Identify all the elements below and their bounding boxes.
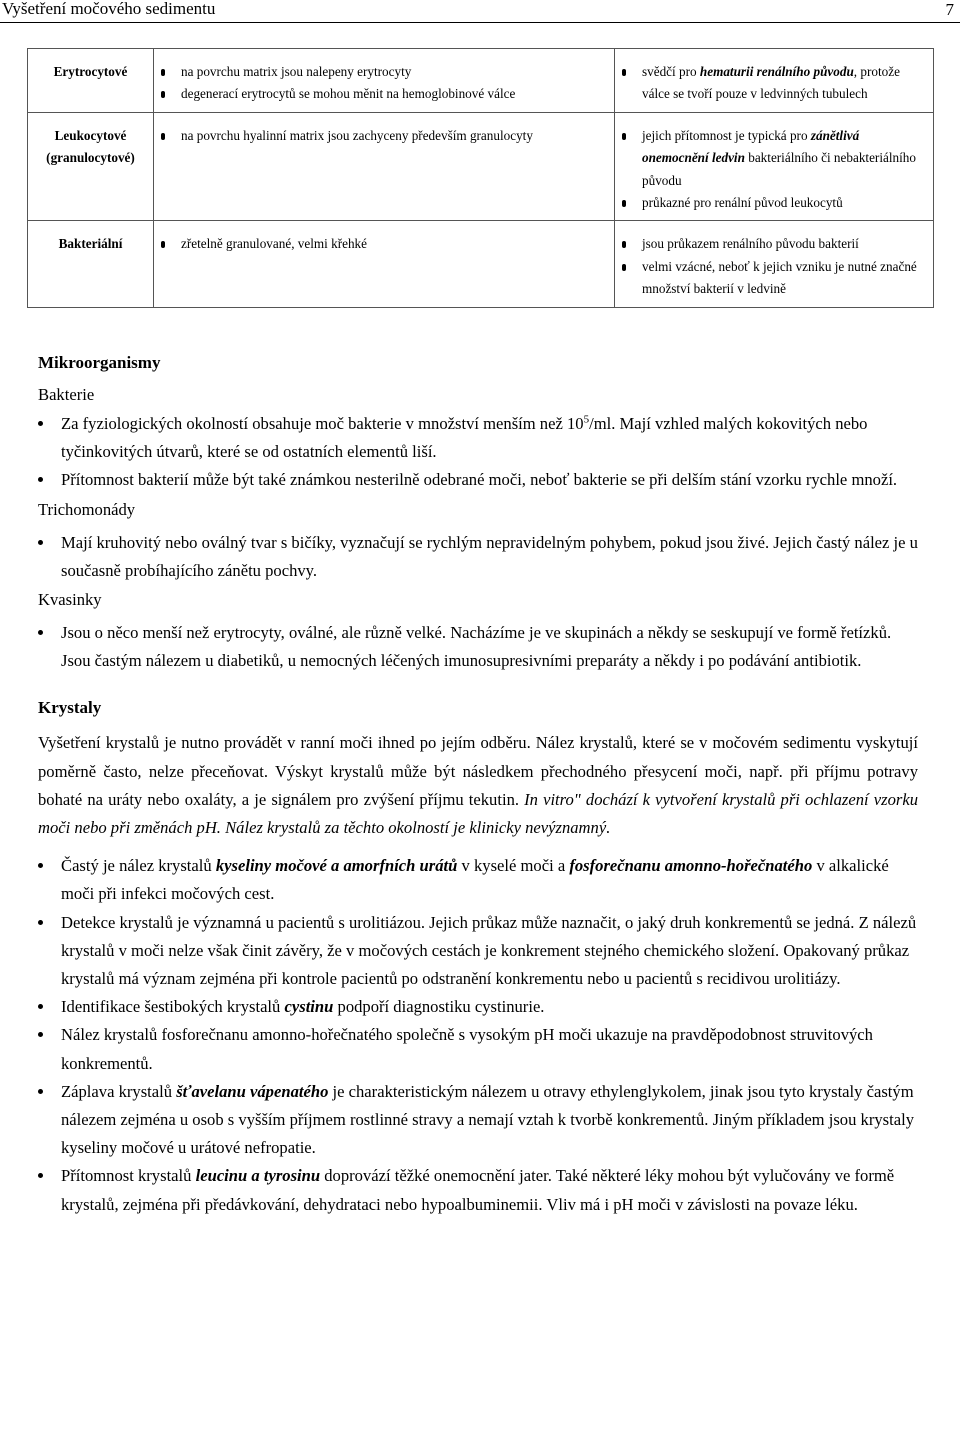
subheading-yeasts: Kvasinky (38, 590, 102, 610)
list-item: průkazné pro renální původ leukocytů (621, 192, 927, 214)
document-body (38, 346, 918, 1219)
list-item: zřetelně granulované, velmi křehké (160, 233, 608, 255)
list-item: Záplava krystalů šťavelanu vápenatého je charakteristickým nálezem u otravy ethylenglykolem, jinak jsou tyto krystaly častým nálezem zejména u osob s vyšším příjmem rostlinné stravy a nemají vztah k tvorbě konkrementů. Jiným příkladem jsou krystaly kyseliny močové u urátové nefropatie. (38, 1078, 918, 1163)
cast-description (154, 221, 615, 307)
table-row (28, 221, 934, 307)
cast-type-label: Erytrocytové (53, 64, 128, 79)
cast-type-sublabel: (granulocytové) (46, 150, 135, 166)
table-row (28, 112, 934, 221)
list-item: Častý je nález krystalů kyseliny močové a amorfních urátů v kyselé moči a fosforečnanu amonno-hořečnatého v alkalické moči při infekci močových cest. (38, 852, 918, 908)
list-item: Detekce krystalů je významná u pacientů s urolitiázou. Jejich průkaz může naznačit, o jaký druh konkrementů se jedná. Z nálezů krystalů v moči nelze však činit závěry, že v močových cestách je konkrement stejného chemického složení. Opakovaný průkaz krystalů má význam zejména při kontrole pacientů po odstranění konkrementu nebo u pacientů s recidivou urolitiázy. (38, 909, 918, 994)
section-heading-microorganisms: Mikroorganismy (38, 353, 161, 372)
cast-type (28, 112, 154, 221)
list-item: Jsou o něco menší než erytrocyty, oválné, ale různě velké. Nacházíme je ve skupinách a někdy se seskupují ve formě řetízků. Jsou častým nálezem u diabetiků, u nemocných léčených imunosupresivními preparáty a někdy i po podávání antibiotik. (38, 619, 918, 675)
table-row (28, 49, 934, 113)
cast-significance (615, 221, 934, 307)
list-item: na povrchu matrix jsou nalepeny erytrocyty (160, 61, 608, 83)
list-item: Mají kruhovitý nebo oválný tvar s bičíky, vyznačují se rychlým nepravidelným pohybem, pokud jsou živé. Jejich častý nález je u současně probíhajícího zánětu pochvy. (38, 529, 918, 585)
cast-table (27, 48, 934, 308)
cast-significance (615, 112, 934, 221)
list-item: jejich přítomnost je typická pro zánětlivá onemocnění ledvin bakteriálního či nebakteriálního původu (621, 125, 927, 192)
cast-type-label: Bakteriální (58, 236, 123, 252)
list-item: na povrchu hyalinní matrix jsou zachyceny především granulocyty (160, 125, 608, 147)
subheading-bacteria: Bakterie (38, 385, 95, 404)
page-number: 7 (945, 0, 954, 19)
list-item: Za fyziologických okolností obsahuje moč bakterie v množství menším než $10^5/ml$. Mají vzhled malých kokovitých nebo tyčinkovitých útvarů, které se od ostatních elementů liší. (38, 410, 918, 466)
cast-type-label: Leukocytové (54, 127, 127, 143)
section-heading-crystals: Krystaly (38, 698, 102, 718)
cast-significance (615, 49, 934, 113)
cast-type (28, 49, 154, 113)
cast-description (154, 112, 615, 221)
cast-type (28, 221, 154, 307)
header-title: Vyšetření močového sedimentu (2, 0, 216, 18)
list-item: degenerací erytrocytů se mohou měnit na hemoglobinové válce (160, 83, 608, 105)
list-item: Přítomnost bakterií může být také známkou nesterilně odebrané moči, neboť bakterie se při delším stání vzorku rychle množí. (38, 466, 918, 494)
list-item: velmi vzácné, neboť k jejich vzniku je nutné značné množství bakterií v ledvině (621, 256, 927, 301)
list-item: Identifikace šestibokých krystalů cystinu podpoří diagnostiku cystinurie. (38, 993, 918, 1021)
list-item: Nález krystalů fosforečnanu amonno-hořečnatého společně s vysokým pH moči ukazuje na pravděpodobnost struvitových konkrementů. (38, 1021, 918, 1077)
crystals-intro: Vyšetření krystalů je nutno provádět v ranní moči ihned po jejím odběru. Nález krystalů, které se v močovém sedimentu vyskytují poměrně často, nelze přeceňovat. Výskyt krystalů může být následkem přechodného přesycení moči, např. při příjmu potravy bohaté na uráty nebo oxaláty, a je signálem pro zvýšení příjmu tekutin. In vitro" dochází k vytvoření krystalů při ochlazení vzorku moči nebo při změnách pH. Nález krystalů za těchto okolností je klinicky nevýznamný. (38, 733, 918, 838)
subheading-trichomonads: Trichomonády (38, 499, 136, 519)
list-item: jsou průkazem renálního původu bakterií (621, 233, 927, 255)
page-header (0, 0, 960, 23)
list-item: svědčí pro hematurii renálního původu, protože válce se tvoří pouze v ledvinných tubulech (621, 61, 927, 106)
list-item: Přítomnost krystalů leucinu a tyrosinu doprovází těžké onemocnění jater. Také některé léky mohou být vylučovány ve formě krystalů, zejména při předávkování, dehydrataci nebo hypoalbuminemii. Vliv má i pH moči v závislosti na povaze léku. (38, 1162, 918, 1218)
cast-description (154, 49, 615, 113)
